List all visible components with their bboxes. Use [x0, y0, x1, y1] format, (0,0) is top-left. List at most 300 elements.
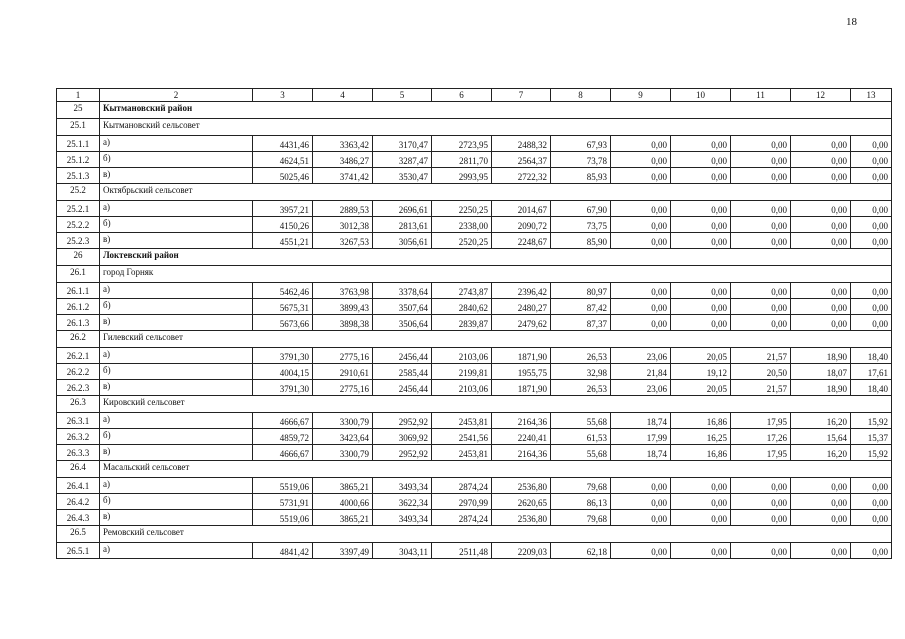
- district-row: [57, 249, 892, 266]
- value-cell-col11: 21,57: [731, 380, 791, 396]
- value-cell-col3: 5675,31: [253, 299, 313, 315]
- value-cell-col6: 2250,25: [432, 201, 492, 217]
- value-cell-col10: 0,00: [671, 543, 731, 559]
- table-row: [57, 478, 892, 494]
- value-cell-col4: 2910,61: [313, 364, 373, 380]
- value-cell-col6: 2839,87: [432, 315, 492, 331]
- value-cell-col3: 3957,21: [253, 201, 313, 217]
- row-code: 26.4: [57, 461, 100, 478]
- value-cell-col5: 3530,47: [373, 168, 432, 184]
- value-cell-col6: 2103,06: [432, 380, 492, 396]
- value-cell-col13: 15,92: [851, 445, 892, 461]
- value-cell-col3: 4624,51: [253, 152, 313, 168]
- value-cell-col4: 3423,64: [313, 429, 373, 445]
- value-cell-col10: 0,00: [671, 283, 731, 299]
- row-code: 25.1.1: [57, 136, 100, 152]
- value-cell-col7: 1871,90: [492, 380, 551, 396]
- value-cell-col12: 0,00: [791, 543, 851, 559]
- value-cell-col11: 17,26: [731, 429, 791, 445]
- row-variant: б): [100, 494, 253, 510]
- value-cell-col13: 0,00: [851, 201, 892, 217]
- value-cell-col4: 3300,79: [313, 413, 373, 429]
- row-variant: а): [100, 201, 253, 217]
- value-cell-col7: 2209,03: [492, 543, 551, 559]
- value-cell-col10: 0,00: [671, 494, 731, 510]
- value-cell-col9: 0,00: [611, 201, 671, 217]
- row-variant: б): [100, 364, 253, 380]
- value-cell-col9: 0,00: [611, 494, 671, 510]
- council-row: [57, 526, 892, 543]
- value-cell-col9: 0,00: [611, 283, 671, 299]
- value-cell-col5: 3493,34: [373, 478, 432, 494]
- value-cell-col12: 0,00: [791, 201, 851, 217]
- value-cell-col10: 0,00: [671, 510, 731, 526]
- value-cell-col8: 67,93: [551, 136, 611, 152]
- value-cell-col6: 2743,87: [432, 283, 492, 299]
- value-cell-col12: 0,00: [791, 233, 851, 249]
- value-cell-col8: 55,68: [551, 413, 611, 429]
- value-cell-col3: 5025,46: [253, 168, 313, 184]
- value-cell-col13: 0,00: [851, 233, 892, 249]
- value-cell-col11: 17,95: [731, 445, 791, 461]
- value-cell-col3: 4841,42: [253, 543, 313, 559]
- value-cell-col9: 23,06: [611, 380, 671, 396]
- council-row: [57, 461, 892, 478]
- table-row: [57, 510, 892, 526]
- row-variant: а): [100, 283, 253, 299]
- row-variant: в): [100, 233, 253, 249]
- value-cell-col13: 0,00: [851, 494, 892, 510]
- row-code: 25: [57, 102, 100, 119]
- value-cell-col5: 3493,34: [373, 510, 432, 526]
- value-cell-col10: 0,00: [671, 136, 731, 152]
- header-row: [57, 89, 892, 102]
- value-cell-col10: 0,00: [671, 217, 731, 233]
- value-cell-col13: 0,00: [851, 299, 892, 315]
- value-cell-col9: 0,00: [611, 136, 671, 152]
- row-variant: а): [100, 543, 253, 559]
- value-cell-col4: 3741,42: [313, 168, 373, 184]
- district-name: Локтевский район: [100, 249, 892, 266]
- value-cell-col3: 5519,06: [253, 478, 313, 494]
- value-cell-col11: 0,00: [731, 315, 791, 331]
- value-cell-col9: 0,00: [611, 233, 671, 249]
- district-name: Кытмановский район: [100, 102, 892, 119]
- table-row: [57, 364, 892, 380]
- value-cell-col8: 32,98: [551, 364, 611, 380]
- value-cell-col10: 16,25: [671, 429, 731, 445]
- value-cell-col11: 21,57: [731, 348, 791, 364]
- row-code: 26.1.2: [57, 299, 100, 315]
- table-row: [57, 494, 892, 510]
- table-body: [57, 89, 892, 559]
- value-cell-col6: 2811,70: [432, 152, 492, 168]
- table-row: [57, 315, 892, 331]
- value-cell-col6: 2520,25: [432, 233, 492, 249]
- value-cell-col3: 5673,66: [253, 315, 313, 331]
- value-cell-col3: 4150,26: [253, 217, 313, 233]
- page-number: 18: [846, 16, 857, 28]
- value-cell-col13: 0,00: [851, 510, 892, 526]
- value-cell-col4: 3363,42: [313, 136, 373, 152]
- value-cell-col3: 3791,30: [253, 380, 313, 396]
- row-variant: а): [100, 348, 253, 364]
- row-variant: а): [100, 413, 253, 429]
- value-cell-col7: 2164,36: [492, 445, 551, 461]
- value-cell-col3: 4431,46: [253, 136, 313, 152]
- value-cell-col13: 15,92: [851, 413, 892, 429]
- value-cell-col5: 3506,64: [373, 315, 432, 331]
- value-cell-col5: 3056,61: [373, 233, 432, 249]
- value-cell-col5: 2952,92: [373, 413, 432, 429]
- value-cell-col6: 2723,95: [432, 136, 492, 152]
- row-code: 25.2.2: [57, 217, 100, 233]
- value-cell-col10: 0,00: [671, 299, 731, 315]
- value-cell-col6: 2874,24: [432, 510, 492, 526]
- row-code: 26.3.1: [57, 413, 100, 429]
- value-cell-col7: 2240,41: [492, 429, 551, 445]
- council-name: Октябрьский сельсовет: [100, 184, 892, 201]
- row-code: 25.1.2: [57, 152, 100, 168]
- value-cell-col4: 3397,49: [313, 543, 373, 559]
- value-cell-col11: 0,00: [731, 233, 791, 249]
- value-cell-col4: 2889,53: [313, 201, 373, 217]
- value-cell-col6: 2199,81: [432, 364, 492, 380]
- value-cell-col3: 4666,67: [253, 445, 313, 461]
- tariff-table: [56, 88, 892, 559]
- council-row: [57, 266, 892, 283]
- value-cell-col6: 2453,81: [432, 445, 492, 461]
- value-cell-col8: 26,53: [551, 348, 611, 364]
- row-code: 26.3.2: [57, 429, 100, 445]
- column-header-11: 11: [731, 89, 791, 102]
- value-cell-col8: 87,37: [551, 315, 611, 331]
- row-code: 26.1.3: [57, 315, 100, 331]
- value-cell-col12: 0,00: [791, 283, 851, 299]
- column-header-9: 9: [611, 89, 671, 102]
- value-cell-col5: 3507,64: [373, 299, 432, 315]
- value-cell-col12: 18,90: [791, 348, 851, 364]
- value-cell-col7: 2248,67: [492, 233, 551, 249]
- value-cell-col13: 0,00: [851, 168, 892, 184]
- value-cell-col6: 2970,99: [432, 494, 492, 510]
- value-cell-col8: 80,97: [551, 283, 611, 299]
- value-cell-col12: 0,00: [791, 168, 851, 184]
- value-cell-col12: 16,20: [791, 413, 851, 429]
- value-cell-col6: 2993,95: [432, 168, 492, 184]
- value-cell-col6: 2874,24: [432, 478, 492, 494]
- value-cell-col7: 2564,37: [492, 152, 551, 168]
- value-cell-col3: 5462,46: [253, 283, 313, 299]
- value-cell-col10: 0,00: [671, 478, 731, 494]
- value-cell-col8: 85,93: [551, 168, 611, 184]
- row-code: 26.3.3: [57, 445, 100, 461]
- value-cell-col7: 1871,90: [492, 348, 551, 364]
- row-variant: б): [100, 299, 253, 315]
- value-cell-col4: 3865,21: [313, 478, 373, 494]
- value-cell-col10: 0,00: [671, 233, 731, 249]
- row-code: 26.5: [57, 526, 100, 543]
- value-cell-col4: 3899,43: [313, 299, 373, 315]
- council-row: [57, 119, 892, 136]
- value-cell-col8: 87,42: [551, 299, 611, 315]
- value-cell-col9: 0,00: [611, 543, 671, 559]
- row-code: 25.2.1: [57, 201, 100, 217]
- value-cell-col4: 3898,38: [313, 315, 373, 331]
- value-cell-col9: 0,00: [611, 168, 671, 184]
- table-row: [57, 413, 892, 429]
- value-cell-col4: 3267,53: [313, 233, 373, 249]
- column-header-4: 4: [313, 89, 373, 102]
- value-cell-col10: 19,12: [671, 364, 731, 380]
- value-cell-col10: 0,00: [671, 201, 731, 217]
- value-cell-col11: 20,50: [731, 364, 791, 380]
- value-cell-col11: 0,00: [731, 510, 791, 526]
- value-cell-col7: 1955,75: [492, 364, 551, 380]
- council-name: Масальский сельсовет: [100, 461, 892, 478]
- value-cell-col13: 0,00: [851, 136, 892, 152]
- row-variant: б): [100, 217, 253, 233]
- value-cell-col10: 20,05: [671, 348, 731, 364]
- row-code: 26.1: [57, 266, 100, 283]
- council-name: Ремовский сельсовет: [100, 526, 892, 543]
- value-cell-col7: 2536,80: [492, 510, 551, 526]
- table-row: [57, 543, 892, 559]
- column-header-8: 8: [551, 89, 611, 102]
- value-cell-col11: 17,95: [731, 413, 791, 429]
- value-cell-col6: 2453,81: [432, 413, 492, 429]
- value-cell-col12: 18,90: [791, 380, 851, 396]
- value-cell-col12: 0,00: [791, 494, 851, 510]
- value-cell-col7: 2090,72: [492, 217, 551, 233]
- row-code: 26.2.3: [57, 380, 100, 396]
- value-cell-col9: 0,00: [611, 217, 671, 233]
- value-cell-col13: 0,00: [851, 315, 892, 331]
- value-cell-col12: 0,00: [791, 217, 851, 233]
- value-cell-col11: 0,00: [731, 543, 791, 559]
- column-header-6: 6: [432, 89, 492, 102]
- row-code: 26.2.2: [57, 364, 100, 380]
- value-cell-col11: 0,00: [731, 152, 791, 168]
- column-header-7: 7: [492, 89, 551, 102]
- value-cell-col7: 2722,32: [492, 168, 551, 184]
- value-cell-col5: 3622,34: [373, 494, 432, 510]
- council-row: [57, 396, 892, 413]
- value-cell-col11: 0,00: [731, 168, 791, 184]
- table-row: [57, 168, 892, 184]
- value-cell-col3: 5731,91: [253, 494, 313, 510]
- row-code: 26.2.1: [57, 348, 100, 364]
- value-cell-col4: 3486,27: [313, 152, 373, 168]
- row-code: 25.2: [57, 184, 100, 201]
- value-cell-col3: 4666,67: [253, 413, 313, 429]
- value-cell-col5: 3043,11: [373, 543, 432, 559]
- value-cell-col9: 0,00: [611, 510, 671, 526]
- row-variant: в): [100, 315, 253, 331]
- value-cell-col8: 62,18: [551, 543, 611, 559]
- value-cell-col11: 0,00: [731, 494, 791, 510]
- value-cell-col5: 2456,44: [373, 380, 432, 396]
- value-cell-col8: 79,68: [551, 510, 611, 526]
- value-cell-col11: 0,00: [731, 217, 791, 233]
- value-cell-col13: 18,40: [851, 380, 892, 396]
- value-cell-col12: 0,00: [791, 478, 851, 494]
- value-cell-col4: 2775,16: [313, 348, 373, 364]
- row-variant: в): [100, 445, 253, 461]
- table-row: [57, 283, 892, 299]
- column-header-10: 10: [671, 89, 731, 102]
- value-cell-col7: 2396,42: [492, 283, 551, 299]
- value-cell-col6: 2338,00: [432, 217, 492, 233]
- table-row: [57, 445, 892, 461]
- row-code: 26.1.1: [57, 283, 100, 299]
- value-cell-col12: 0,00: [791, 299, 851, 315]
- row-code: 26.4.3: [57, 510, 100, 526]
- table-row: [57, 429, 892, 445]
- council-row: [57, 184, 892, 201]
- value-cell-col3: 4551,21: [253, 233, 313, 249]
- row-variant: в): [100, 380, 253, 396]
- value-cell-col7: 2620,65: [492, 494, 551, 510]
- council-name: Кытмановский сельсовет: [100, 119, 892, 136]
- value-cell-col13: 0,00: [851, 217, 892, 233]
- row-code: 26: [57, 249, 100, 266]
- value-cell-col7: 2164,36: [492, 413, 551, 429]
- value-cell-col5: 2585,44: [373, 364, 432, 380]
- row-code: 25.1: [57, 119, 100, 136]
- value-cell-col8: 55,68: [551, 445, 611, 461]
- value-cell-col8: 73,78: [551, 152, 611, 168]
- value-cell-col4: 3865,21: [313, 510, 373, 526]
- value-cell-col10: 16,86: [671, 413, 731, 429]
- value-cell-col12: 15,64: [791, 429, 851, 445]
- table-row: [57, 380, 892, 396]
- value-cell-col12: 16,20: [791, 445, 851, 461]
- table-row: [57, 348, 892, 364]
- value-cell-col10: 20,05: [671, 380, 731, 396]
- value-cell-col3: 5519,06: [253, 510, 313, 526]
- council-name: город Горняк: [100, 266, 892, 283]
- value-cell-col9: 0,00: [611, 299, 671, 315]
- value-cell-col8: 26,53: [551, 380, 611, 396]
- row-code: 25.1.3: [57, 168, 100, 184]
- column-header-13: 13: [851, 89, 892, 102]
- column-header-2: 2: [100, 89, 253, 102]
- value-cell-col4: 4000,66: [313, 494, 373, 510]
- row-code: 26.3: [57, 396, 100, 413]
- value-cell-col12: 0,00: [791, 152, 851, 168]
- value-cell-col9: 0,00: [611, 478, 671, 494]
- value-cell-col4: 3012,38: [313, 217, 373, 233]
- row-variant: в): [100, 510, 253, 526]
- value-cell-col12: 18,07: [791, 364, 851, 380]
- value-cell-col13: 0,00: [851, 478, 892, 494]
- value-cell-col7: 2479,62: [492, 315, 551, 331]
- column-header-12: 12: [791, 89, 851, 102]
- value-cell-col11: 0,00: [731, 201, 791, 217]
- value-cell-col5: 2813,61: [373, 217, 432, 233]
- value-cell-col9: 17,99: [611, 429, 671, 445]
- table-row: [57, 233, 892, 249]
- value-cell-col8: 86,13: [551, 494, 611, 510]
- value-cell-col9: 18,74: [611, 445, 671, 461]
- column-header-5: 5: [373, 89, 432, 102]
- value-cell-col8: 67,90: [551, 201, 611, 217]
- value-cell-col7: 2488,32: [492, 136, 551, 152]
- value-cell-col5: 2696,61: [373, 201, 432, 217]
- council-name: Гилевский сельсовет: [100, 331, 892, 348]
- value-cell-col5: 2456,44: [373, 348, 432, 364]
- value-cell-col5: 2952,92: [373, 445, 432, 461]
- value-cell-col13: 0,00: [851, 543, 892, 559]
- value-cell-col8: 61,53: [551, 429, 611, 445]
- table-row: [57, 217, 892, 233]
- column-header-3: 3: [253, 89, 313, 102]
- value-cell-col11: 0,00: [731, 136, 791, 152]
- value-cell-col8: 79,68: [551, 478, 611, 494]
- value-cell-col7: 2480,27: [492, 299, 551, 315]
- row-variant: а): [100, 478, 253, 494]
- value-cell-col13: 0,00: [851, 283, 892, 299]
- council-name: Кировский сельсовет: [100, 396, 892, 413]
- row-code: 26.5.1: [57, 543, 100, 559]
- value-cell-col13: 15,37: [851, 429, 892, 445]
- row-code: 25.2.3: [57, 233, 100, 249]
- value-cell-col9: 0,00: [611, 315, 671, 331]
- value-cell-col10: 16,86: [671, 445, 731, 461]
- value-cell-col3: 4859,72: [253, 429, 313, 445]
- value-cell-col5: 3170,47: [373, 136, 432, 152]
- value-cell-col13: 18,40: [851, 348, 892, 364]
- value-cell-col8: 85,90: [551, 233, 611, 249]
- value-cell-col4: 2775,16: [313, 380, 373, 396]
- value-cell-col13: 17,61: [851, 364, 892, 380]
- value-cell-col8: 73,75: [551, 217, 611, 233]
- value-cell-col13: 0,00: [851, 152, 892, 168]
- value-cell-col12: 0,00: [791, 510, 851, 526]
- row-variant: б): [100, 429, 253, 445]
- table-row: [57, 152, 892, 168]
- value-cell-col6: 2541,56: [432, 429, 492, 445]
- value-cell-col4: 3763,98: [313, 283, 373, 299]
- value-cell-col5: 3069,92: [373, 429, 432, 445]
- row-variant: б): [100, 152, 253, 168]
- row-variant: а): [100, 136, 253, 152]
- row-code: 26.2: [57, 331, 100, 348]
- value-cell-col9: 0,00: [611, 152, 671, 168]
- value-cell-col6: 2511,48: [432, 543, 492, 559]
- council-row: [57, 331, 892, 348]
- value-cell-col3: 3791,30: [253, 348, 313, 364]
- value-cell-col10: 0,00: [671, 152, 731, 168]
- value-cell-col4: 3300,79: [313, 445, 373, 461]
- value-cell-col10: 0,00: [671, 168, 731, 184]
- table-row: [57, 201, 892, 217]
- row-code: 26.4.1: [57, 478, 100, 494]
- value-cell-col11: 0,00: [731, 299, 791, 315]
- value-cell-col12: 0,00: [791, 136, 851, 152]
- value-cell-col7: 2536,80: [492, 478, 551, 494]
- value-cell-col6: 2840,62: [432, 299, 492, 315]
- value-cell-col7: 2014,67: [492, 201, 551, 217]
- value-cell-col9: 18,74: [611, 413, 671, 429]
- value-cell-col6: 2103,06: [432, 348, 492, 364]
- value-cell-col11: 0,00: [731, 478, 791, 494]
- district-row: [57, 102, 892, 119]
- row-code: 26.4.2: [57, 494, 100, 510]
- value-cell-col11: 0,00: [731, 283, 791, 299]
- table-row: [57, 136, 892, 152]
